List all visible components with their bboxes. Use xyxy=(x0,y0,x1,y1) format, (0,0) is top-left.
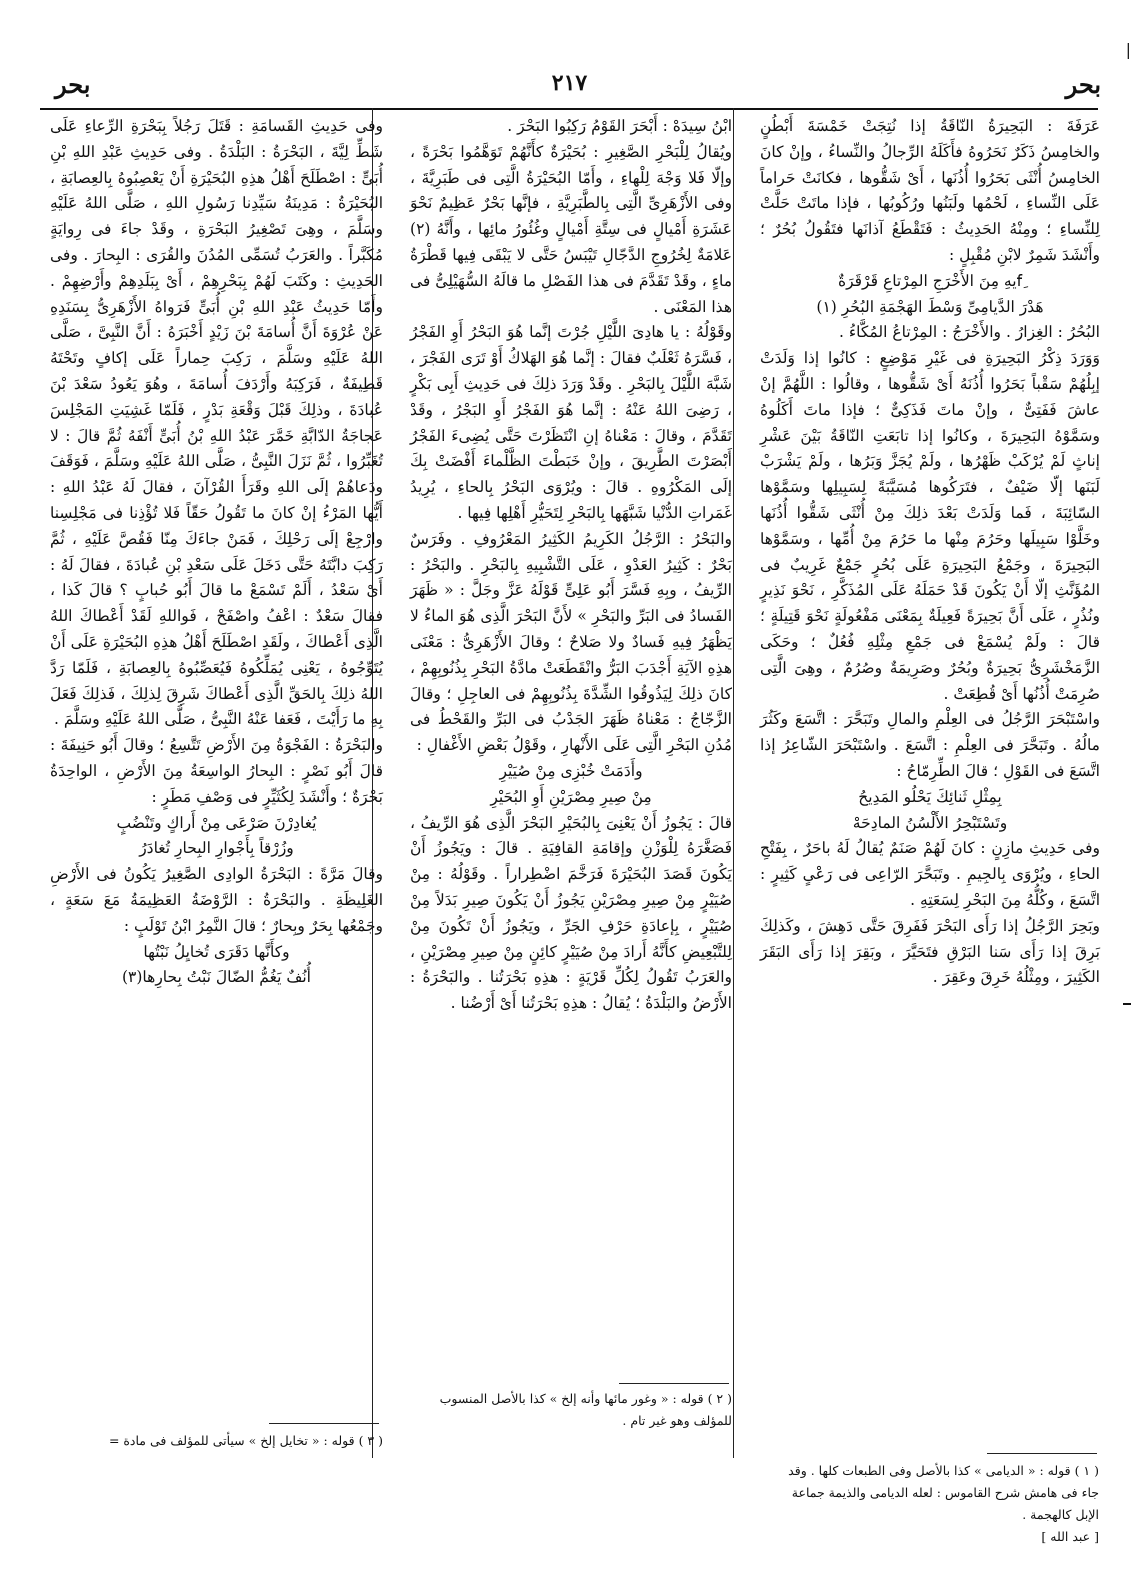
paragraph: وَوَرَدَ ذِكْرُ البَحِيرَةِ فى غَيْرِ مَوْضِعٍ : كانُوا إذا وَلَدَتْ إبِلُهُمْ سَقْباً بَحَرُوا أُذُنَهُ أَىْ شَقُّوها ، وقالُوا : اللَّهُمَّ إنْ عاشَ فَفَتِىٌّ ، وإنْ ماتَ فَذَكِىٌّ ؛ فإذا ماتَ أَكَلُوهُ وسَمَّوْهُ البَحِيرَةَ ، وكانُوا إذا تابَعَتِ النّاقَةُ بَيْنَ عَشْرِ إناثٍ لَمْ يُرْكَبْ ظَهْرُها ، ولَمْ يُجَزَّ وَبَرُها ، ولَمْ يَشْرَبْ لَبَنَها إلّا ضَيْفٌ ، فتَرَكُوها مُسَيَّبَةً لِسَبِيلِها وسَمَّوْها السّائِبَةَ ، فَما وَلَدَتْ بَعْدَ ذلِكَ مِنْ أُنْثَى شَقُّوا أُذُنَها وخَلَّوْا سَبِيلَها وحَرُمَ مِنْها ما حَرُمَ مِنْ أُمِّها ، وسَمَّوْها البَحِيرَةَ ، وجَمْعُ البَحِيرَةِ عَلَى بُحُرٍ جَمْعٌ غَرِيبٌ فى المُؤَنَّثِ إلّا أَنْ يَكُونَ قَدْ حَمَلَهُ عَلَى المُذَكَّرِ ، نَحْوَ نَذِيرٍ ونُذُرٍ ، عَلَى أَنَّ بَحِيرَةً فَعِيلَةٌ بِمَعْنَى مَفْعُولَةٍ نَحْوَ قَتِيلَةٍ ؛ قالَ : ولَمْ يُسْمَعْ فى جَمْعِ مِثْلِهِ فُعُلٌ ؛ وحَكَى الزَّمَخْشَرِىُّ بَحِيرَةٌ وبُحُرٌ وصَرِيمَةٌ وصُرُمٌ ، وهِىَ الَّتِى صُرِمَتْ أُذُنُها أَىْ قُطِعَتْ . xyxy=(760,349,1100,703)
footnote-rule-right xyxy=(987,1453,1097,1454)
column-middle xyxy=(410,114,732,1017)
footnotes-left xyxy=(50,1430,383,1452)
footnote: [ عبد الله ] xyxy=(1041,1529,1099,1544)
footnote-rule-left xyxy=(269,1423,379,1424)
paragraph: عَرَفَةَ : البَحِيرَةُ النّاقَةُ إذا نُتِجَتْ خَمْسَةَ أَبْطُنٍ والخامِسُ ذَكَرٌ نَحَرُوهُ فأَكَلَهُ الرِّجالُ والنِّساءُ ، وإنْ كانَ الخامِسُ أُنْثَى بَحَرُوا أُذُنَها ، أَىْ شَقُّوها ، فكانَتْ حَراماً عَلَى النِّساءِ ، لَحْمُها ولَبَنُها ورُكُوبُها ، فإذا ماتَتْ حَلَّتْ لِلنِّساءِ ؛ ومِنْهُ الحَدِيثُ : فَتَقْطَعُ آذانَها فتَقُولُ بُحُرٌ ؛ وأَنْشَدَ شَمِرٌ لابْنِ مُقْبِلٍ : xyxy=(760,117,1100,264)
verse-line: أُنُفٌ يَغُمُّ الضّالَ نَبْتُ بِحارِها(٣) xyxy=(121,968,311,987)
header-rule xyxy=(40,108,1098,110)
verse-line: يُغادِرْنَ صَرْعَى مِنْ أَراكٍ وتَنْضُبٍ xyxy=(116,813,317,832)
paragraph: وفى حَدِيثِ القَسامَةِ : قَتَلَ رَجُلاً بِبَحْرَةِ الرِّعاءِ عَلَى شَطِّ لِيَّةَ ، البَحْرَةُ : البَلْدَةُ . وفى حَدِيثِ عَبْدِ اللهِ بْنِ أُبَىٍّ : اصْطَلَحَ أَهْلُ هذِهِ البُحَيْرَةِ أَنْ يَعْصِبُوهُ بِالعِصابَةِ ، البُحَيْرَةُ : مَدِينَةُ سَيِّدِنا رَسُولِ اللهِ ، صَلَّى اللهُ عَلَيْهِ وسَلَّمَ ، وهِىَ تَصْغِيرُ البَحْرَةِ ، وقَدْ جاءَ فى رِوايَةٍ مُكَبَّراً . والعَرَبُ تُسَمِّى المُدُنَ والقُرَى : البِحارَ . وفى الحَدِيثِ : وكَتَبَ لَهُمْ بِبَحْرِهِمْ ، أَىْ بِبَلَدِهِمْ وأَرْضِهِمْ . وأَمّا حَدِيثُ عَبْدِ اللهِ بْنِ أُبَىٍّ فَرَواهُ الأَزْهَرِىُّ بِسَنَدِهِ عَنْ عُرْوَةَ أَنَّ أُسامَةَ بْنَ زَيْدٍ أَخْبَرَهُ : أَنَّ النَّبِىَّ ، صَلَّى اللهُ عَلَيْهِ وسَلَّمَ ، رَكِبَ حِماراً عَلَى إكافٍ وتَحْتَهُ قَطِيفَةٌ ، فَرَكِبَهُ وأَرْدَفَ أُسامَةَ ، وهُوَ يَعُودُ سَعْدَ بْنَ عُبادَةَ ، وذلِكَ قَبْلَ وَقْعَةِ بَدْرٍ ، فَلَمّا غَشِيَتِ المَجْلِسَ عَجاجَةُ الدّابَّةِ خَمَّرَ عَبْدُ اللهِ بْنُ أُبَىٍّ أَنْفَهُ ثُمَّ قالَ : لا تُغَبِّرُوا ، ثُمَّ نَزَلَ النَّبِىُّ ، صَلَّى اللهُ عَلَيْهِ وسَلَّمَ ، فَوَقَفَ ودَعاهُمْ إلَى اللهِ وقَرَأَ القُرْآنَ ، فقالَ لَهُ عَبْدُ اللهِ : أَيُّها المَرْءُ إنْ كانَ ما تَقُولُ حَقّاً فَلا تُؤْذِنا فى مَجْلِسِنا وارْجِعْ إلَى رَحْلِكَ ، فَمَنْ جاءَكَ مِنّا فَقُصَّ عَلَيْهِ ، ثُمَّ رَكِبَ دابَّتَهُ حَتَّى دَخَلَ عَلَى سَعْدِ بْنِ عُبادَةَ ، فقالَ لَهُ : أَىْ سَعْدُ ، أَلَمْ تَسْمَعْ ما قالَ أَبُو حُبابٍ ؟ قالَ كَذا ، فقالَ سَعْدٌ : اعْفُ واصْفَحْ ، فَواللهِ لَقَدْ أَعْطاكَ اللهُ الَّذِى أَعْطاكَ ، ولَقَدِ اصْطَلَحَ أَهْلُ هذِهِ البُحَيْرَةِ عَلَى أَنْ يُتَوِّجُوهُ ، يَعْنِى يُمَلِّكُوهُ فَيُعَصِّبُوهُ بِالعِصابَةِ ، فَلَمّا رَدَّ اللهُ ذلِكَ بِالحَقِّ الَّذِى أَعْطاكَ شَرِقَ لِذلِكَ ، فَذلِكَ فَعَلَ بِهِ ما رَأَيْتَ ، فَعَفا عَنْهُ النَّبِىُّ ، صَلَّى اللهُ عَلَيْهِ وسَلَّمَ . xyxy=(50,117,383,729)
header-root-word-right: بحر xyxy=(1065,70,1101,99)
footnote: ( ٢ ) قوله : « وغور مائها وأنه إلخ » كذا بالأصل المنسوب للمؤلف وهو غير تام . xyxy=(439,1391,732,1428)
verse-line: مِنْ صِيرِ مِصْرَيْنِ أَوِ البُحَيْرِ xyxy=(490,787,652,806)
paragraph: ابْنُ سِيدَهْ : أَبْحَرَ القَوْمُ رَكِبُوا البَحْرَ . xyxy=(507,117,732,135)
verse-line: وتَسْتَبْحِرُ الأَلْسُنُ المادِحَهْ xyxy=(852,813,1008,832)
verse-line: وأَدَمَتْ خُبْزِى مِنْ صُيَيْرِ xyxy=(499,761,643,780)
verse-line: بِمِثْلِ ثَنائِكَ يَحْلُو المَدِيحُ xyxy=(858,787,1002,806)
margin-mark: | xyxy=(1125,40,1131,59)
footnote: ( ١ ) قوله : « الديامى » كذا بالأصل وفى الطبعات كلها . وقد جاء فى هامش شرح القاموس : لعله الديامى والذيمة جماعة الإبل كالهجمة . xyxy=(788,1463,1099,1522)
footnote-rule-middle xyxy=(619,1383,729,1384)
paragraph: والبَحْرُ : الرَّجُلُ الكَرِيمُ الكَثِيرُ المَعْرُوفِ . وفَرَسٌ بَحْرٌ : كَثِيرُ العَدْوِ ، عَلَى التَّشْبِيهِ بِالبَحْرِ . والبَحْرُ : الرِّيفُ ، وبِهِ فَسَّرَ أَبُو عَلِىٍّ قَوْلَهُ عَزَّ وجَلَّ : « ظَهَرَ الفَسادُ فى البَرِّ والبَحْرِ » لأَنَّ البَحْرَ الَّذِى هُوَ الماءُ لا يَظْهَرُ فِيهِ فَسادٌ ولا صَلاحٌ ؛ وقالَ الأَزْهَرِىُّ : مَعْنَى هذِهِ الآيَةِ أَجْدَبَ البَرُّ وانْقَطَعَتْ مادَّةُ البَحْرِ بِذُنُوبِهِمْ ، كانَ ذلِكَ لِيَذُوقُوا الشِّدَّةَ بِذُنُوبِهِمْ فى العاجِلِ ؛ وقالَ الزَّجّاجُ : مَعْناهُ ظَهَرَ الجَدْبُ فى البَرِّ والقَحْطُ فى مُدُنِ البَحْرِ الَّتِى عَلَى الأَنْهارِ ، وقَوْلُ بَعْضِ الأَغْفالِ : xyxy=(410,529,732,755)
page-number: ٢١٧ xyxy=(551,70,588,96)
paragraph: والبَحْرَةُ : الفَجْوَةُ مِنَ الأَرْضِ تَتَّسِعُ ؛ وقالَ أَبُو حَنِيفَةَ : قالَ أَبُو نَصْرٍ : البِحارُ الواسِعَةُ مِنَ الأَرْضِ ، الواحِدَةُ بَحْرَةٌ ؛ وأَنْشَدَ لِكُثَيِّرٍ فى وَصْفِ مَطَرٍ : xyxy=(50,736,383,806)
paragraph: وقالَ مَرَّةً : البَحْرَةُ الوادِى الصَّغِيرُ يَكُونُ فى الأَرْضِ الغَلِيظَةِ . والبَحْرَةُ : الرَّوْضَةُ العَظِيمَةُ مَعَ سَعَةٍ ، وجَمْعُها بِحَرٌ وبِحارٌ ؛ قالَ النَّمِرُ ابْنُ تَوْلَبٍ : xyxy=(50,865,383,935)
footnotes-middle xyxy=(412,1388,732,1432)
footnote: ( ٣ ) قوله : « تخايل إلخ » سيأتى للمؤلف فى مادة = xyxy=(108,1433,383,1448)
verse-line: هَدْرَ الدَّيامِىِّ وَسْطَ الهَجْمَةِ البُحُرِ (١) xyxy=(816,297,1044,316)
verse-line: fِيهِ مِنَ الأَخْرَجِ المِرْتاعِ قَرْقَرَةٌ xyxy=(837,271,1023,290)
column-right xyxy=(760,114,1100,991)
paragraph: وقَوْلُهُ : يا هادِىَ اللَّيْلِ جُرْتَ إنَّما هُوَ البَحْرُ أَوِ الفَجْرُ ، فَسَّرَهُ ثَعْلَبٌ فقالَ : إنَّما هُوَ الهَلاكُ أَوْ تَرَى الفَجْرَ ، شَبَّهَ اللَّيْلَ بِالبَحْرِ . وقَدْ وَرَدَ ذلِكَ فى حَدِيثِ أَبِى بَكْرٍ ، رَضِىَ اللهُ عَنْهُ : إنَّما هُوَ الفَجْرُ أَوِ البَجْرُ ، وقَدْ تَقَدَّمَ ، وقالَ : مَعْناهُ إنِ انْتَظَرْتَ حَتَّى يُضِىءَ الفَجْرُ أَبْصَرْتَ الطَّرِيقَ ، وإنْ خَبَطْتَ الظَّلْماءَ أَفْضَتْ بِكَ إلَى المَكْرُوهِ . قالَ : ويُرْوَى البَحْرُ بِالحاءِ ، يُرِيدُ غَمَراتِ الدُّنْيا شَبَّهَها بِالبَحْرِ لِتَحَيُّرِ أَهْلِها فِيها . xyxy=(410,323,732,522)
verse-line: وزُرْقاً بِأَجْوارِ البِحارِ تُغادَرُ xyxy=(139,839,294,858)
column-divider-1 xyxy=(733,108,734,1458)
column-left xyxy=(50,114,383,991)
verse-line: وكأَنَّها دَقَرَى تُخايِلُ نَبْتُها xyxy=(143,942,290,961)
paragraph: وبَحِرَ الرَّجُلُ إذا رَأَى البَحْرَ فَفَرِقَ حَتَّى دَهِشَ ، وكَذلِكَ بَرِقَ إذا رَأَى سَنا البَرْقِ فتَحَيَّرَ ، وبَقِرَ إذا رَأَى البَقَرَ الكَثِيرَ ، ومِثْلُهُ خَرِقَ وعَقِرَ . xyxy=(760,916,1100,987)
header-root-word-left: بحر xyxy=(55,70,91,99)
paragraph: ويُقالُ لِلْبَحْرِ الصَّغِيرِ : بُحَيْرَةٌ كأَنَّهُمْ تَوَهَّمُوا بَحْرَةً ، وإلّا فَلا وَجْهَ لِلْهاءِ ، وأَمّا البُحَيْرَةُ الَّتِى فى طَبَرِيَّةَ ، وفى الأَزْهَرِىِّ الَّتِى بِالطَّبَرِيَّةِ ، فإنَّها بَحْرٌ عَظِيمٌ نَحْوَ عَشَرَةِ أَمْيالٍ فى سِتَّةِ أَمْيالٍ وغُئُورُ مائِها ، وأَنَّهُ (٢) عَلامَةٌ لِخُرُوجِ الدَّجّالِ تَيْبَسُ حَتَّى لا يَبْقَى فِيها قَطْرَةُ ماءٍ ، وقَدْ تَقَدَّمَ فى هذا الفَصْلِ ما قالَهُ السُّهَيْلِىُّ فى هذا المَعْنَى . xyxy=(410,142,732,316)
paragraph: البُحُرُ : الغِزارُ . والأَخْرَجُ : المِرْتاعُ المُكَّاءُ . xyxy=(839,323,1100,342)
paragraph: قالَ : يَجُوزُ أَنْ يَعْنِىَ بِالبُحَيْرِ البَحْرَ الَّذِى هُوَ الرِّيفُ ، فَصَغَّرَهُ لِلْوَزْنِ وإقامَةِ القافِيَةِ . قالَ : ويَجُوزُ أَنْ يَكُونَ قَصَدَ البُحَيْرَةَ فَرَخَّمَ اضْطِراراً . وقَوْلُهُ : مِنْ صُيَيْرٍ مِنْ صِيرِ مِصْرَيْنِ يَجُوزُ أَنْ يَكُونَ صِيرِ بَدَلاً مِنْ صُيَيْرٍ ، بِإعادَةِ حَرْفِ الجَرِّ ، ويَجُوزُ أَنْ تَكُونَ مِنْ لِلتَّبْعِيضِ كأَنَّهُ أَرادَ مِنْ صُيَيْرٍ كائِنٍ مِنْ صِيرِ مِصْرَيْنِ ، والعَرَبُ تَقُولُ لِكُلِّ قَرْيَةٍ : هذِهِ بَحْرَتُنا . والبَحْرَةُ : الأَرْضُ والبَلْدَةُ ؛ يُقالُ : هذِهِ بَحْرَتُنا أَىْ أَرْضُنا . xyxy=(410,813,732,1013)
paragraph: واسْتَبْحَرَ الرَّجُلُ فى العِلْمِ والمالِ وتَبَحَّرَ : اتَّسَعَ وكَثُرَ مالُهُ . وتَبَحَّرَ فى العِلْمِ : اتَّسَعَ . واسْتَبْحَرَ الشّاعِرُ إذا اتَّسَعَ فى القَوْلِ ؛ قالَ الطِّرِمّاحُ : xyxy=(760,710,1100,780)
edge-tick xyxy=(1123,1003,1131,1005)
paragraph: وفى حَدِيثِ مازِنٍ : كانَ لَهُمْ صَنَمٌ يُقالُ لَهُ باحَرٌ ، بِفَتْحِ الحاءِ ، ويُرْوَى بِالجِيمِ . وتَبَحَّرَ الرّاعِى فى رَعْىٍ كَثِيرٍ : اتَّسَعَ ، وكُلُّهُ مِنَ البَحْرِ لِسَعَتِهِ . xyxy=(760,839,1100,909)
footnotes-right xyxy=(779,1460,1099,1548)
